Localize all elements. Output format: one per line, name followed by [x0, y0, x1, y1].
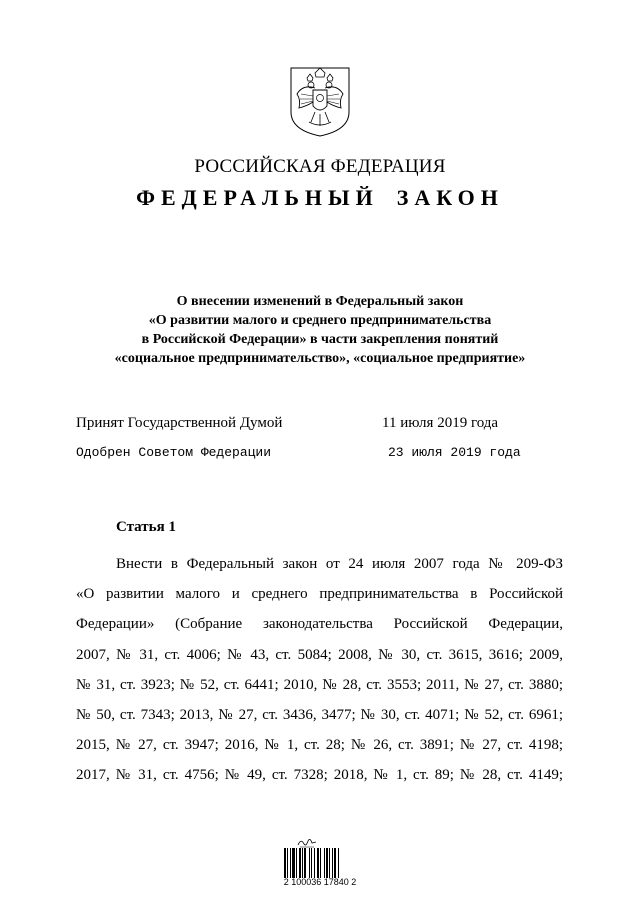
barcode-bar — [314, 848, 315, 878]
barcode-bar — [317, 848, 319, 878]
barcode-bar — [326, 848, 328, 878]
duma-label: Принят Государственной Думой — [76, 415, 283, 431]
barcode-bar — [290, 848, 291, 878]
document-type — [0, 185, 640, 211]
body-line: «О развитии малого и среднего предпринимательства в Российской — [76, 586, 563, 603]
barcode-bar — [332, 848, 333, 878]
title-line: «социальное предпринимательство», «социальное предприятие» — [114, 351, 526, 366]
title-line: в Российской Федерации» в части закрепления понятий — [141, 332, 499, 347]
barcode-bar — [311, 848, 312, 878]
article-body — [76, 549, 563, 791]
signature-mark — [297, 836, 317, 848]
council-approval-row — [76, 445, 576, 460]
body-line: 2015, № 27, ст. 3947; 2016, № 1, ст. 28; № 26, ст. 3891; № 27, ст. 4198; — [76, 737, 563, 754]
title-line: О внесении изменений в Федеральный закон — [176, 294, 464, 309]
duma-adoption-row — [76, 415, 576, 432]
barcode-bars — [284, 848, 356, 878]
barcode-bar — [296, 848, 297, 878]
barcode-bar — [329, 848, 330, 878]
duma-date: 11 июля 2019 года — [382, 415, 499, 431]
barcode-bar — [309, 848, 310, 878]
barcode-bar — [324, 848, 325, 878]
barcode — [280, 836, 360, 898]
body-line: 2017, № 31, ст. 4756; № 49, ст. 7328; 2018, № 1, ст. 89; № 28, ст. 4149; — [76, 767, 563, 784]
body-line: 2007, № 31, ст. 4006; № 43, ст. 5084; 2008, № 30, ст. 3615, 3616; 2009, — [76, 646, 563, 663]
barcode-bar — [299, 848, 301, 878]
barcode-bar — [292, 848, 295, 878]
council-label: Одобрен Советом Федерации — [76, 445, 272, 460]
barcode-number: 2 100036 17840 2 — [283, 877, 357, 887]
state-emblem — [289, 66, 351, 138]
barcode-bar — [284, 848, 286, 878]
law-type-word-2: ЗАКОН — [396, 185, 504, 210]
title-line: «О развитии малого и среднего предпринимательства — [148, 313, 492, 328]
council-date: 23 июля 2019 года — [388, 445, 521, 460]
barcode-bar — [302, 848, 303, 878]
barcode-bar — [304, 848, 306, 878]
article-heading: Статья 1 — [116, 519, 176, 535]
law-title — [60, 292, 580, 368]
barcode-bar — [338, 848, 339, 878]
barcode-bar — [334, 848, 336, 878]
law-type-word-1: ФЕДЕРАЛЬНЫЙ — [136, 185, 379, 210]
country-name: РОССИЙСКАЯ ФЕДЕРАЦИЯ — [194, 156, 446, 177]
barcode-bar — [287, 848, 288, 878]
barcode-bar — [320, 848, 321, 878]
body-line: № 50, ст. 7343; 2013, № 27, ст. 3436, 3477; № 30, ст. 4071; № 52, ст. 6961; — [76, 706, 563, 723]
body-line: Федерации» (Собрание законодательства Российской Федерации, — [76, 616, 563, 633]
body-line: Внести в Федеральный закон от 24 июля 2007 года № 209-ФЗ — [116, 556, 563, 572]
body-line: № 31, ст. 3923; № 52, ст. 6441; 2010, № 28, ст. 3553; 2011, № 27, ст. 3880; — [76, 676, 563, 693]
